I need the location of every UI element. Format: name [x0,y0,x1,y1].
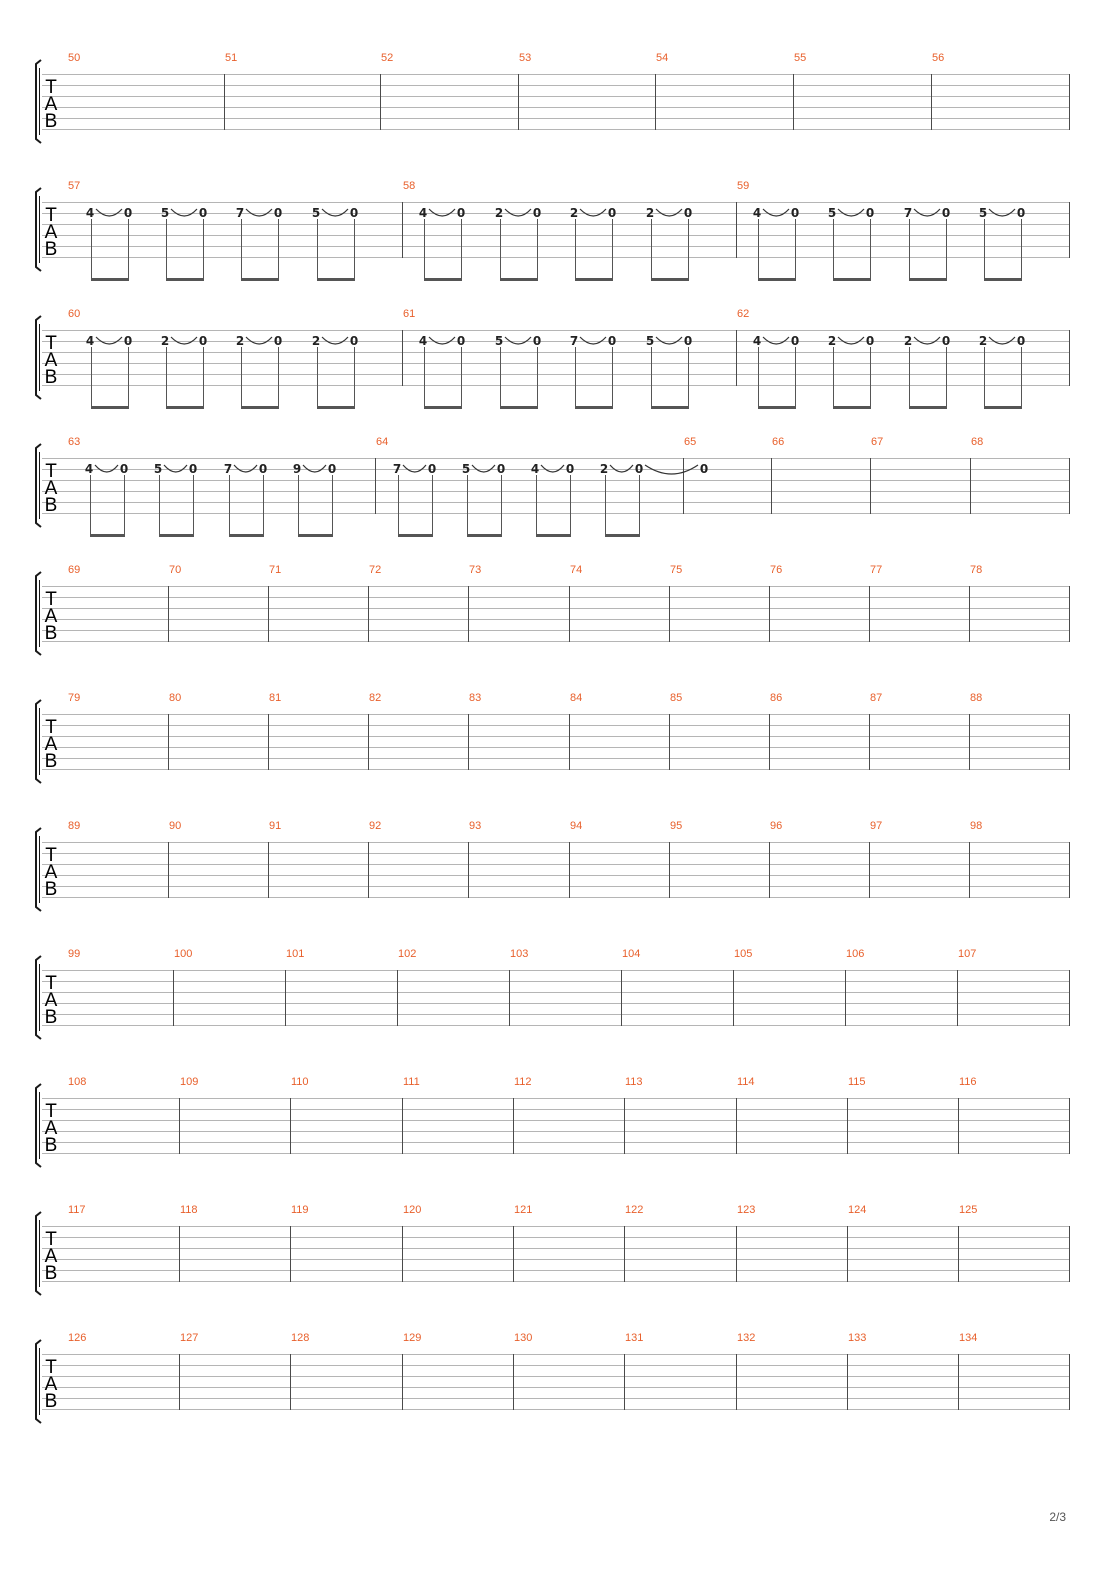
measure-number: 121 [514,1204,533,1216]
system-bracket [36,1212,41,1295]
note-beam [467,534,502,537]
slur [838,337,864,344]
fret-number: 7 [903,206,913,220]
note-beam [500,406,538,409]
measure-number: 50 [68,52,81,64]
tab-clef-letter: A [44,1118,58,1139]
slur [429,209,455,216]
note-beam [605,534,640,537]
tab-clef-letter: B [44,239,58,260]
tab-clef-letter: A [44,222,58,243]
measure-number: 114 [737,1076,755,1088]
measure-number: 107 [958,948,977,960]
tab-clef-letter: A [44,1374,58,1395]
fret-number: 7 [569,334,579,348]
system-bracket [36,956,41,1039]
note-beam [317,406,355,409]
measure-number: 100 [174,948,193,960]
measure-number: 83 [469,692,482,704]
fret-number: 0 [941,334,951,348]
fret-number: 0 [865,334,875,348]
measure-number: 116 [959,1076,977,1088]
slur [763,337,789,344]
measure-number: 77 [870,564,883,576]
measure-number: 92 [369,820,382,832]
tab-clef-letter: B [44,1135,58,1156]
fret-number: 4 [418,206,428,220]
slur [95,465,118,472]
system-bracket [36,316,41,399]
note-beam [758,406,796,409]
measure-number: 95 [670,820,683,832]
fret-number: 0 [349,334,359,348]
fret-number: 4 [85,206,95,220]
fret-number: 2 [903,334,913,348]
fret-number: 0 [634,462,644,476]
tab-clef-letter: B [44,111,58,132]
slur [96,209,122,216]
tab-clef-letter: T [45,845,57,866]
fret-number: 4 [530,462,540,476]
fret-number: 4 [752,206,762,220]
measure-number: 73 [469,564,482,576]
fret-number: 0 [258,462,268,476]
tab-clef-letter: A [44,606,58,627]
measure-number: 91 [269,820,282,832]
tab-clef-letter: T [45,461,57,482]
tab-clef-letter: T [45,1229,57,1250]
slur [838,209,864,216]
measure-number: 90 [169,820,182,832]
measure-number: 75 [670,564,683,576]
measure-number: 97 [870,820,883,832]
note-beam [241,406,279,409]
tab-clef-letter: T [45,973,57,994]
system-bracket [36,444,41,527]
fret-number: 0 [273,206,283,220]
measure-number: 65 [684,436,697,448]
fret-number: 7 [392,462,402,476]
note-beam [500,278,538,281]
fret-number: 0 [456,334,466,348]
measure-number: 52 [381,52,394,64]
measure-number: 130 [514,1332,533,1344]
measure-number: 94 [570,820,583,832]
measure-number: 119 [291,1204,309,1216]
slur [246,337,272,344]
measure-number: 109 [180,1076,199,1088]
fret-number: 4 [418,334,428,348]
fret-number: 0 [532,206,542,220]
tab-clef-letter: A [44,862,58,883]
note-beam [984,406,1022,409]
slur [541,465,564,472]
measure-number: 101 [286,948,305,960]
slur [505,209,531,216]
note-beam [91,406,129,409]
measure-number: 81 [269,692,282,704]
fret-number: 0 [496,462,506,476]
fret-number: 5 [461,462,471,476]
tab-clef-letter: A [44,350,58,371]
note-beam [424,278,462,281]
fret-number: 2 [569,206,579,220]
slur [656,337,682,344]
note-beam [833,278,871,281]
tab-clef-letter: B [44,495,58,516]
fret-number: 0 [123,334,133,348]
tab-clef-letter: T [45,205,57,226]
note-beam [909,278,947,281]
tab-clef-letter: B [44,1263,58,1284]
note-beam [166,278,204,281]
measure-number: 76 [770,564,783,576]
measure-number: 82 [369,692,382,704]
fret-number: 5 [160,206,170,220]
measure-number: 134 [959,1332,978,1344]
slur [505,337,531,344]
note-beam [575,278,613,281]
tab-clef-letter: A [44,990,58,1011]
measure-number: 111 [403,1076,420,1088]
slur [246,209,272,216]
slur [171,337,197,344]
fret-number: 0 [565,462,575,476]
note-beam [651,406,689,409]
fret-number: 0 [941,206,951,220]
tab-clef-letter: T [45,333,57,354]
note-beam [651,278,689,281]
tab-clef-letter: B [44,879,58,900]
measure-number: 106 [846,948,865,960]
measure-number: 57 [68,180,81,192]
measure-number: 124 [848,1204,867,1216]
fret-number: 2 [645,206,655,220]
note-beam [758,278,796,281]
note-beam [91,278,129,281]
fret-number: 0 [790,206,800,220]
measure-number: 120 [403,1204,422,1216]
measure-number: 56 [932,52,945,64]
tab-clef-letter: T [45,1101,57,1122]
measure-number: 51 [225,52,238,64]
tab-clef-letter: T [45,717,57,738]
measure-number: 105 [734,948,753,960]
measure-number: 63 [68,436,81,448]
measure-number: 67 [871,436,884,448]
note-beam [575,406,613,409]
fret-number: 5 [978,206,988,220]
fret-number: 0 [683,334,693,348]
measure-number: 78 [970,564,983,576]
fret-number: 0 [532,334,542,348]
measure-number: 54 [656,52,669,64]
slur [580,209,606,216]
slur [164,465,187,472]
slur [763,209,789,216]
slur [989,209,1015,216]
fret-number: 0 [790,334,800,348]
fret-number: 0 [699,462,709,476]
fret-number: 0 [349,206,359,220]
tab-clef-letter: T [45,77,57,98]
tab-clef-letter: A [44,734,58,755]
measure-number: 68 [971,436,984,448]
fret-number: 0 [683,206,693,220]
fret-number: 5 [311,206,321,220]
note-beam [90,534,125,537]
measure-number: 93 [469,820,482,832]
measure-number: 126 [68,1332,87,1344]
fret-number: 2 [494,206,504,220]
measure-number: 86 [770,692,783,704]
slur [403,465,426,472]
tab-clef-letter: B [44,367,58,388]
slur [96,337,122,344]
fret-number: 0 [1016,334,1026,348]
slur [322,337,348,344]
note-beam [166,406,204,409]
measure-number: 96 [770,820,783,832]
measure-number: 103 [510,948,529,960]
tab-clef-letter: T [45,1357,57,1378]
fret-number: 4 [85,334,95,348]
slur [234,465,257,472]
tab-clef-letter: T [45,589,57,610]
fret-number: 9 [292,462,302,476]
measure-number: 129 [403,1332,422,1344]
measure-number: 79 [68,692,81,704]
tab-clef-letter: B [44,1007,58,1028]
measure-number: 98 [970,820,983,832]
system-bracket [36,700,41,783]
note-beam [241,278,279,281]
fret-number: 7 [223,462,233,476]
fret-number: 0 [119,462,129,476]
fret-number: 2 [311,334,321,348]
measure-number: 99 [68,948,81,960]
fret-number: 4 [752,334,762,348]
note-beam [909,406,947,409]
measure-number: 71 [269,564,282,576]
note-beam [229,534,264,537]
fret-number: 7 [235,206,245,220]
measure-number: 62 [737,308,750,320]
measure-number: 122 [625,1204,644,1216]
fret-number: 2 [978,334,988,348]
fret-number: 0 [607,334,617,348]
measure-number: 88 [970,692,983,704]
slur [303,465,326,472]
fret-number: 0 [327,462,337,476]
measure-number: 72 [369,564,382,576]
slur [656,209,682,216]
fret-number: 2 [599,462,609,476]
measure-number: 59 [737,180,750,192]
fret-number: 0 [865,206,875,220]
measure-number: 123 [737,1204,756,1216]
fret-number: 0 [198,334,208,348]
slur [914,209,940,216]
measure-number: 70 [169,564,182,576]
slur [322,209,348,216]
fret-number: 2 [160,334,170,348]
system-bracket [36,572,41,655]
fret-number: 0 [273,334,283,348]
measure-number: 89 [68,820,81,832]
measure-number: 110 [291,1076,309,1088]
measure-number: 74 [570,564,583,576]
note-beam [833,406,871,409]
slur [472,465,495,472]
fret-number: 0 [1016,206,1026,220]
measure-number: 64 [376,436,389,448]
measure-number: 58 [403,180,416,192]
measure-number: 117 [68,1204,86,1216]
measure-number: 69 [68,564,81,576]
system-bracket [36,60,41,143]
fret-number: 5 [153,462,163,476]
slur [914,337,940,344]
measure-number: 128 [291,1332,310,1344]
tab-clef-letter: A [44,94,58,115]
measure-number: 53 [519,52,532,64]
note-beam [159,534,194,537]
measure-number: 85 [670,692,683,704]
note-beam [424,406,462,409]
fret-number: 4 [84,462,94,476]
slur [989,337,1015,344]
measure-number: 66 [772,436,785,448]
measure-number: 60 [68,308,81,320]
measure-number: 61 [403,308,416,320]
tab-clef-letter: A [44,1246,58,1267]
measure-number: 87 [870,692,883,704]
note-beam [984,278,1022,281]
tab-clef-letter: B [44,1391,58,1412]
measure-number: 115 [848,1076,866,1088]
fret-number: 0 [198,206,208,220]
note-beam [317,278,355,281]
slur [580,337,606,344]
system-bracket [36,188,41,271]
fret-number: 0 [607,206,617,220]
note-beam [398,534,433,537]
system-bracket [36,828,41,911]
fret-number: 2 [827,334,837,348]
tab-clef-letter: B [44,751,58,772]
measure-number: 125 [959,1204,978,1216]
fret-number: 0 [188,462,198,476]
measure-number: 131 [625,1332,644,1344]
measure-number: 113 [625,1076,643,1088]
measure-number: 55 [794,52,807,64]
measure-number: 112 [514,1076,532,1088]
measure-number: 118 [180,1204,198,1216]
measure-number: 108 [68,1076,87,1088]
measure-number: 127 [180,1332,199,1344]
measure-number: 80 [169,692,182,704]
measure-number: 132 [737,1332,756,1344]
slur [171,209,197,216]
tab-clef-letter: B [44,623,58,644]
slur [429,337,455,344]
measure-number: 133 [848,1332,867,1344]
note-beam [536,534,571,537]
fret-number: 5 [827,206,837,220]
fret-number: 2 [235,334,245,348]
measure-number: 104 [622,948,641,960]
tab-clef-letter: A [44,478,58,499]
fret-number: 0 [456,206,466,220]
fret-number: 5 [645,334,655,348]
fret-number: 5 [494,334,504,348]
fret-number: 0 [427,462,437,476]
page-number: 2/3 [1049,1510,1066,1524]
system-bracket [36,1084,41,1167]
note-beam [298,534,333,537]
measure-number: 84 [570,692,583,704]
measure-number: 102 [398,948,417,960]
slur [610,465,633,472]
system-bracket [36,1340,41,1423]
fret-number: 0 [123,206,133,220]
